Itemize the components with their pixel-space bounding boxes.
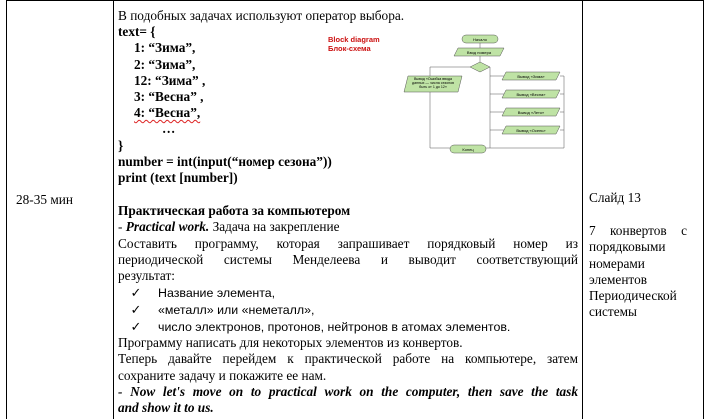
diagram-out-1-text: Вывод «Зима» xyxy=(517,74,545,79)
code-item: 12: “Зима” , xyxy=(134,72,206,88)
slide-note-line: номерами xyxy=(589,255,645,271)
checkmark-icon: ✓ xyxy=(130,318,142,334)
time-cell xyxy=(16,192,112,208)
slide-title: Слайд 13 xyxy=(589,190,641,205)
time-text: 28-35 мин xyxy=(16,192,73,207)
code-item-text: 4: “Весна”, xyxy=(134,105,201,121)
diagram-input-text: Ввод номера xyxy=(466,50,492,55)
english-line: - Now let's move on to practical work on the computer, then save the task xyxy=(118,383,578,399)
slide-note-line: 7 конвертов с xyxy=(589,223,687,239)
checkmark-icon: ✓ xyxy=(130,284,142,300)
checklist-text: Название элемента, xyxy=(158,285,276,300)
slide-note-line: порядковыми xyxy=(589,239,666,255)
intro-text: В подобных задачах используют оператор выбора. xyxy=(118,8,405,23)
code-number-line: number = int(input(“номер сезона”)) xyxy=(118,153,332,169)
code-item: 2: “Зима”, xyxy=(134,56,196,72)
note-text: Программу написать для некоторых элементов из конвертов. xyxy=(118,335,463,351)
code-item: 1: “Зима”, xyxy=(134,40,196,56)
diagram-end-text: Конец xyxy=(462,147,474,152)
code-print-line: print (text [number]) xyxy=(118,170,238,186)
practice-title: Практическая работа за компьютером xyxy=(118,203,351,219)
code-close: } xyxy=(118,137,124,153)
note-line: сохраните задачу и покажите ее нам. xyxy=(118,367,327,383)
block-diagram xyxy=(320,30,580,158)
checklist-item xyxy=(118,301,578,318)
diagram-label-en: Block diagram xyxy=(328,35,380,44)
diagram-out-4-text: Вывод «Осень» xyxy=(516,128,546,133)
diagram-error-text: Вывод «Ошибка ввода данных — числа сезонов быть от 1 до 12» xyxy=(411,77,455,89)
task-line: периодической системы Менделеева и выводит соответствующий xyxy=(118,251,578,267)
english-line: and show it to us. xyxy=(118,400,214,416)
task-line: Составить программу, которая запрашивает порядковый номер из xyxy=(118,235,578,251)
diagram-decision xyxy=(470,62,490,72)
practice-subtitle: - Practical work. Задача на закрепление xyxy=(118,219,340,235)
slide-note-line: Периодической xyxy=(589,288,677,304)
note-line: Теперь давайте перейдем к практической работе на компьютере, затем xyxy=(118,351,578,367)
table-border-left xyxy=(6,0,7,419)
slide-note-line: элементов xyxy=(589,271,647,287)
table-divider-1 xyxy=(113,0,114,419)
table-divider-2 xyxy=(582,0,583,419)
slide-cell xyxy=(589,190,689,320)
practice-ru: Задача на закрепление xyxy=(209,219,340,235)
slide-note xyxy=(589,223,687,320)
checklist-text: «металл» или «неметалл», xyxy=(158,302,315,317)
checklist-text: число электронов, протонов, нейтронов в атомах элементов. xyxy=(158,319,511,334)
checklist-item xyxy=(118,318,578,335)
code-open: text= { xyxy=(118,24,156,40)
table-border-top xyxy=(6,0,704,1)
diagram-start-text: Начало xyxy=(473,37,487,42)
diagram-out-2-text: Вывод «Весна» xyxy=(516,92,546,97)
code-ellipsis: … xyxy=(162,121,176,137)
diagram-label-ru: Блок-схема xyxy=(328,44,371,53)
slide-note-line: системы xyxy=(589,304,637,320)
code-item: 3: “Весна” , xyxy=(134,89,204,105)
spacer xyxy=(118,186,578,203)
table-border-right xyxy=(703,0,704,419)
diagram-error-box xyxy=(408,77,458,92)
diagram-out-3-text: Вывод «Лето» xyxy=(517,110,545,115)
task-line: результат: xyxy=(118,268,175,284)
practice-en: Practical work. xyxy=(125,219,210,235)
checkmark-icon: ✓ xyxy=(130,301,142,317)
checklist-item xyxy=(118,284,578,301)
